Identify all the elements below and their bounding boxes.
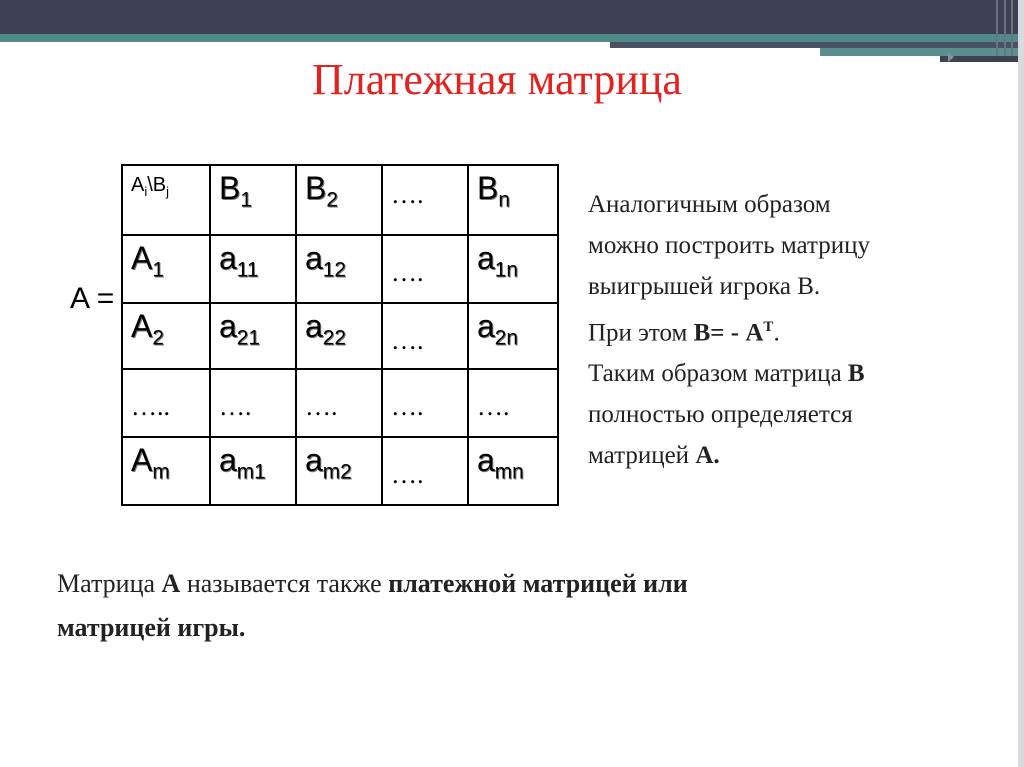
table-cell: $a_{21}$ [210, 303, 296, 369]
table-header-row [122, 165, 558, 235]
text-line: матрицей А. [588, 442, 720, 470]
text-line: выигрышей игрока В. [588, 273, 821, 300]
header-band-teal [0, 34, 1024, 42]
corner-cell: $A_i\backslash B_j$ [122, 165, 210, 235]
table-cell: …. [382, 235, 468, 303]
table-cell: …. [210, 369, 296, 437]
row-header: $A_m$ [122, 437, 210, 505]
column-header: …. [382, 165, 468, 235]
text-line: Таким образом матрица В [588, 360, 865, 388]
table-row [122, 437, 558, 505]
row-header: ….. [122, 369, 210, 437]
slide-title: Платежная матрица [312, 55, 682, 104]
decor-line [996, 0, 998, 56]
table-cell: …. [468, 369, 558, 437]
payoff-matrix-table [121, 164, 559, 506]
text-line: полностью определяется [588, 401, 853, 429]
table-cell: $a_{m1}$ [210, 437, 296, 505]
table-cell: $a_{11}$ [210, 235, 296, 303]
column-header: $B_2$ [296, 165, 382, 235]
table-cell: …. [296, 369, 382, 437]
text-line: Аналогичным образом [588, 191, 831, 218]
column-header: $B_n$ [468, 165, 558, 235]
bottom-paragraph: Матрица А называется также платежной матрицей или матрицей игры. [57, 569, 688, 642]
text-line: При этом $В= - А^Т$. [588, 319, 780, 347]
text-line: можно построить матрицу [588, 232, 870, 259]
table-row [122, 303, 558, 369]
table-cell: $a_{2n}$ [468, 303, 558, 369]
row-header: $A_2$ [122, 303, 210, 369]
table-cell: …. [382, 303, 468, 369]
table-cell: …. [382, 437, 468, 505]
table-row [122, 235, 558, 303]
column-header: $B_1$ [210, 165, 296, 235]
table-cell: $a_{22}$ [296, 303, 382, 369]
side-explanation [588, 184, 988, 476]
decor-line [1011, 0, 1013, 56]
decor-line [1004, 0, 1006, 56]
table-cell: …. [382, 369, 468, 437]
header-band-dark [0, 0, 1024, 34]
table-cell: $a_{1n}$ [468, 235, 558, 303]
slide-edge [1018, 0, 1024, 767]
table-cell: $a_{mn}$ [468, 437, 558, 505]
table-cell: $a_{m2}$ [296, 437, 382, 505]
matrix-label: A = [70, 282, 115, 315]
table-cell: $a_{12}$ [296, 235, 382, 303]
row-header: $A_1$ [122, 235, 210, 303]
table-row [122, 369, 558, 437]
